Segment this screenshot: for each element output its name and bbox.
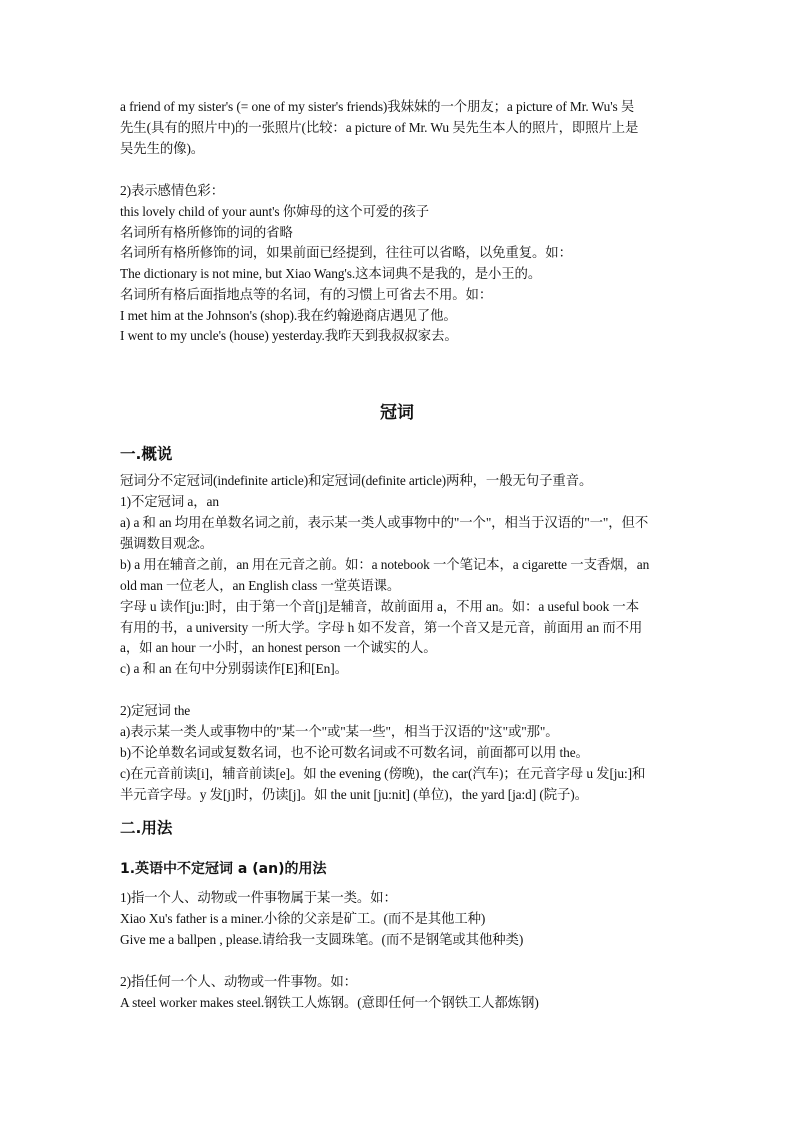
text-line: 冠词分不定冠词(indefinite article)和定冠词(definite article)两种，一般无句子重音。 [120, 473, 593, 488]
text-line: 名词所有格所修饰的词，如果前面已经提到，往往可以省略，以免重复。如： [120, 245, 572, 260]
subheading: 1)指一个人、动物或一件事物属于某一类。如： [120, 890, 397, 905]
sub-section-heading: 1.英语中不定冠词 a (an)的用法 [120, 861, 327, 877]
section-heading: 一.概说 [120, 445, 173, 463]
page-title: 冠词 [380, 403, 414, 423]
text-line: 吴先生的像)。 [120, 141, 205, 156]
text-line: b)不论单数名词或复数名词，也不论可数名词或不可数名词，前面都可以用 the。 [120, 745, 589, 760]
text-line: 有用的书，a university 一所大学。字母 h 如不发音，第一个音又是元音，前面用 an 而不用 [120, 620, 643, 635]
text-line: 名词所有格后面指地点等的名词，有的习惯上可省去不用。如： [120, 287, 493, 302]
text-line: I went to my uncle's (house) yesterday.我昨天到我叔叔家去。 [120, 328, 458, 343]
text-line: a friend of my sister's (= one of my sister's friends)我妹妹的一个朋友；a picture of Mr. Wu's 吴 [120, 99, 635, 114]
text-line: a)表示某一类人或事物中的"某一个"或"某一些"，相当于汉语的"这"或"那"。 [120, 724, 559, 739]
text-line: this lovely child of your aunt's 你婶母的这个可爱的孩子 [120, 204, 429, 219]
text-line: Give me a ballpen , please.请给我一支圆珠笔。(而不是钢笔或其他种类) [120, 932, 524, 947]
subheading: 2)指任何一个人、动物或一件事物。如： [120, 974, 357, 989]
text-line: 强调数目观念。 [120, 536, 214, 551]
subheading: 1)不定冠词 a，an [120, 494, 219, 509]
section-heading: 二.用法 [120, 819, 173, 837]
subheading: 2)定冠词 the [120, 703, 191, 718]
text-line: Xiao Xu's father is a miner.小徐的父亲是矿工。(而不是其他工种) [120, 911, 486, 926]
text-line: c)在元音前读[i]，辅音前读[e]。如 the evening (傍晚)，the car(汽车)；在元音字母 u 发[ju:]和 [120, 766, 646, 781]
text-line: b) a 用在辅音之前，an 用在元音之前。如：a notebook 一个笔记本，a cigarette 一支香烟，an [120, 557, 650, 572]
text-line: 先生(具有的照片中)的一张照片(比较：a picture of Mr. Wu 吴先生本人的照片，即照片上是 [120, 120, 639, 135]
text-line: a，如 an hour 一小时，an honest person 一个诚实的人。 [120, 640, 437, 655]
text-line: a) a 和 an 均用在单数名词之前，表示某一类人或事物中的"一个"，相当于汉语的"一"，但不 [120, 515, 649, 530]
text-line: A steel worker makes steel.钢铁工人炼钢。(意即任何一个钢铁工人都炼钢) [120, 995, 539, 1010]
text-line: 半元音字母。y 发[j]时，仍读[j]。如 the unit [ju:nit] (单位)，the yard [ja:d] (院子)。 [120, 787, 588, 802]
text-line: The dictionary is not mine, but Xiao Wang's.这本词典不是我的，是小王的。 [120, 266, 542, 281]
text-line: c) a 和 an 在句中分别弱读作[E]和[En]。 [120, 661, 348, 676]
text-line: old man 一位老人，an English class 一堂英语课。 [120, 578, 401, 593]
subheading: 2)表示感情色彩： [120, 183, 224, 198]
text-line: 字母 u 读作[ju:]时，由于第一个音[j]是辅音，故前面用 a，不用 an。如：a useful book 一本 [120, 599, 639, 614]
text-line: 名词所有格所修饰的词的省略 [120, 225, 293, 240]
text-line: I met him at the Johnson's (shop).我在约翰逊商店遇见了他。 [120, 308, 457, 323]
